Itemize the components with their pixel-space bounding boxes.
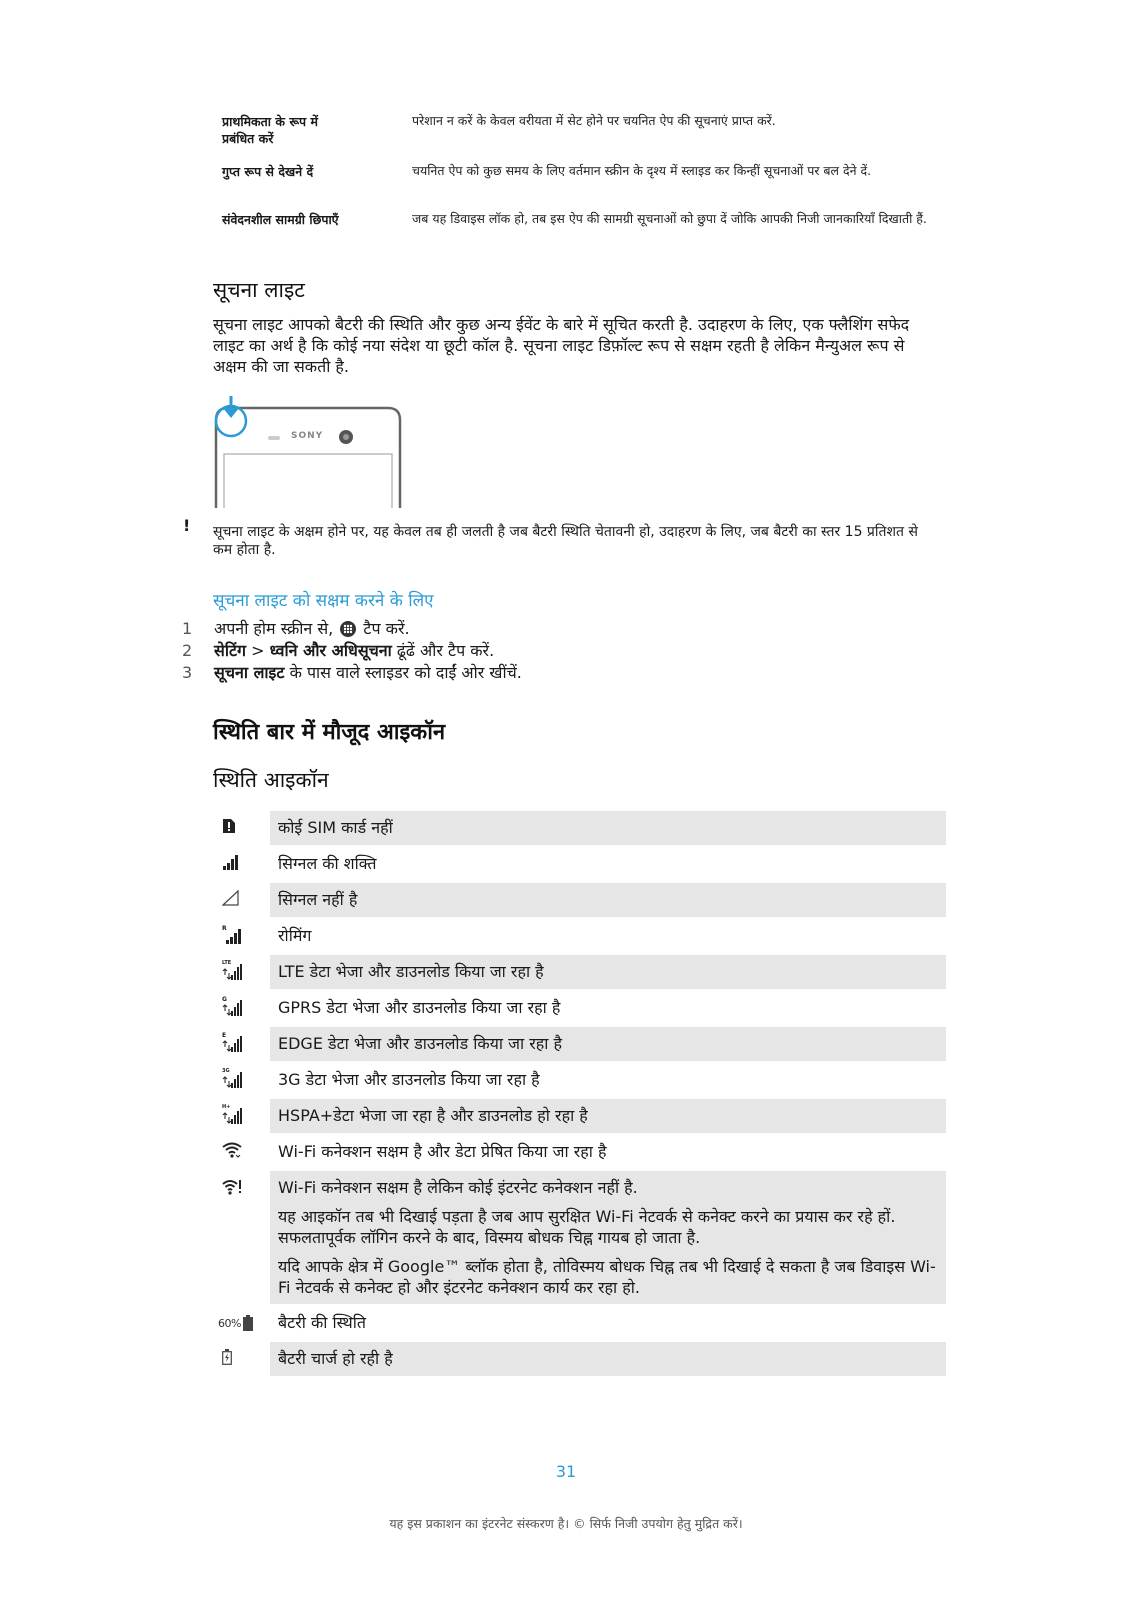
table-row	[218, 847, 946, 881]
icon-label: 3G	[222, 1068, 230, 1074]
subsection-heading: स्थिति आइकॉन	[213, 768, 329, 792]
step-number: 2	[182, 641, 193, 660]
step-number: 3	[182, 663, 193, 682]
option-name-line: प्रबंधित करें	[222, 131, 274, 146]
3g-data-icon	[222, 1068, 242, 1089]
row-text: बैटरी की स्थिति	[278, 1313, 367, 1332]
table-row	[218, 883, 946, 917]
hspa-data-icon	[222, 1104, 242, 1125]
step-bold: सूचना लाइट	[214, 663, 285, 682]
table-row	[218, 1342, 946, 1376]
row-description	[270, 1342, 946, 1376]
battery-percent: 60%	[218, 1316, 241, 1330]
row-text: 3G डेटा भेजा और डाउनलोड किया जा रहा है	[278, 1070, 540, 1089]
row-description	[270, 1135, 946, 1169]
icon-label: E	[222, 1032, 227, 1039]
row-text: GPRS डेटा भेजा और डाउनलोड किया जा रहा है	[278, 998, 561, 1017]
chapter-heading: स्थिति बार में मौजूद आइकॉन	[213, 720, 446, 745]
wifi-icon	[222, 1142, 242, 1162]
row-text: Wi-Fi कनेक्शन सक्षम है और डेटा प्रेषित किया जा रहा है	[278, 1142, 607, 1161]
icon-label: R	[222, 925, 227, 932]
row-text: कोई SIM कार्ड नहीं	[278, 818, 393, 837]
icon-label: G	[222, 996, 227, 1003]
page-number: 31	[555, 1462, 577, 1481]
row-text: रोमिंग	[278, 926, 312, 945]
row-text: सिग्नल की शक्ति	[278, 854, 377, 873]
row-text: बैटरी चार्ज हो रही है	[278, 1349, 393, 1368]
option-description: परेशान न करें के केवल वरीयता में सेट होने पर चयनित ऐप की सूचनाएं प्राप्त करें.	[412, 113, 776, 128]
option-name: गुप्त रूप से देखने दें	[222, 164, 314, 179]
no-signal-icon	[222, 890, 240, 910]
step-text-pre: अपनी होम स्क्रीन से,	[214, 619, 339, 638]
row-description	[270, 1063, 946, 1097]
option-name-line: प्राथमिकता के रूप में	[222, 114, 318, 129]
option-name	[222, 113, 392, 147]
row-description	[270, 1027, 946, 1061]
footer-text: यह इस प्रकाशन का इंटरनेट संस्करण है। © सिर्फ निजी उपयोग हेतु मुद्रित करें।	[389, 1516, 743, 1531]
row-description	[270, 883, 946, 917]
icon-label: LTE	[222, 960, 232, 966]
battery-status-icon	[218, 1315, 253, 1331]
table-row	[218, 1171, 946, 1304]
roaming-icon	[222, 927, 242, 945]
row-description	[270, 991, 946, 1025]
table-row	[218, 955, 946, 989]
row-description	[270, 955, 946, 989]
status-icons-table	[218, 811, 946, 1378]
gprs-data-icon	[222, 996, 242, 1017]
table-row	[218, 1027, 946, 1061]
step-number: 1	[182, 619, 193, 638]
row-description	[270, 1099, 946, 1133]
table-row	[218, 991, 946, 1025]
note-icon: !	[183, 516, 191, 535]
edge-data-icon	[222, 1032, 242, 1053]
battery-charging-icon	[222, 1349, 232, 1369]
lte-data-icon	[222, 960, 242, 981]
step-item	[182, 618, 922, 640]
row-description	[270, 1171, 946, 1304]
row-text: EDGE डेटा भेजा और डाउनलोड किया जा रहा है	[278, 1034, 563, 1053]
row-description	[270, 811, 946, 845]
note-text: सूचना लाइट के अक्षम होने पर, यह केवल तब ही जलती है जब बैटरी स्थिति चेतावनी हो, उदाहरण के लिए, जब बैटरी का स्तर 15 प्रतिशत से कम होता है.	[213, 524, 918, 558]
step-text-post: ढूंढें और टैप करें.	[391, 641, 495, 660]
phone-brand-label: SONY	[291, 431, 324, 441]
section-body: सूचना लाइट आपको बैटरी की स्थिति और कुछ अन्य ईवेंट के बारे में सूचित करती है. उदाहरण के लिए, एक फ्लैशिंग सफेद लाइट का अर्थ है कि कोई नया संदेश या छूटी कॉल है. सूचना लाइट डिफ़ॉल्ट रूप से सक्षम रहती है लेकिन मैन्युअल रूप से अक्षम की जा सकती है.	[213, 315, 910, 376]
wifi-no-internet-icon	[222, 1179, 242, 1199]
row-text: LTE डेटा भेजा और डाउनलोड किया जा रहा है	[278, 962, 544, 981]
table-row	[218, 1099, 946, 1133]
no-sim-icon	[222, 818, 236, 838]
row-text: सिग्नल नहीं है	[278, 890, 358, 909]
signal-strength-icon	[222, 854, 240, 874]
option-name: संवेदनशील सामग्री छिपाएँ	[222, 212, 339, 227]
phone-illustration	[208, 394, 408, 508]
table-row	[218, 1135, 946, 1169]
icon-label: H+	[222, 1104, 231, 1110]
row-description	[270, 847, 946, 881]
step-text	[214, 640, 494, 662]
step-bold: ध्वनि और अधिसूचना	[269, 641, 392, 660]
row-text: HSPA+डेटा भेजा जा रहा है और डाउनलोड हो रहा है	[278, 1106, 588, 1125]
table-row	[218, 919, 946, 953]
step-text-post: के पास वाले स्लाइडर को दाईं ओर खींचें.	[284, 663, 522, 682]
table-row	[218, 1063, 946, 1097]
row-text: यह आइकॉन तब भी दिखाई पड़ता है जब आप सुरक्षित Wi-Fi नेटवर्क से कनेक्ट करने का प्रयास कर रहे हों. सफलतापूर्वक लॉगिन करने के बाद, विस्मय बोधक चिह्न गायब हो जाता है.	[278, 1207, 896, 1247]
row-text: Wi-Fi कनेक्शन सक्षम है लेकिन कोई इंटरनेट कनेक्शन नहीं है.	[278, 1178, 638, 1197]
step-bold: सेटिंग	[214, 641, 247, 660]
step-text-post: टैप करें.	[358, 619, 410, 638]
step-separator: >	[246, 641, 270, 660]
step-text	[214, 662, 522, 684]
step-item	[182, 640, 922, 662]
step-item	[182, 662, 922, 684]
table-row	[218, 1306, 946, 1340]
row-text: यदि आपके क्षेत्र में Google™ ब्लॉक होता है, तोविस्मय बोधक चिह्न तब भी दिखाई दे सकता है जब डिवाइस Wi-Fi नेटवर्क से कनेक्ट हो और इंटरनेट कनेक्शन कार्य कर रहा हो.	[278, 1257, 936, 1297]
section-heading: सूचना लाइट	[213, 278, 305, 302]
option-description: जब यह डिवाइस लॉक हो, तब इस ऐप की सामग्री सूचनाओं को छुपा दें जोकि आपकी निजी जानकारियाँ दिखाती हैं.	[412, 211, 927, 226]
row-description	[270, 1306, 946, 1340]
option-description: चयनित ऐप को कुछ समय के लिए वर्तमान स्क्रीन के दृश्य में स्लाइड कर किन्हीं सूचनाओं पर बल देने दें.	[412, 163, 872, 178]
table-row	[218, 811, 946, 845]
task-title: सूचना लाइट को सक्षम करने के लिए	[213, 591, 434, 611]
row-description	[270, 919, 946, 953]
step-list	[182, 618, 922, 684]
